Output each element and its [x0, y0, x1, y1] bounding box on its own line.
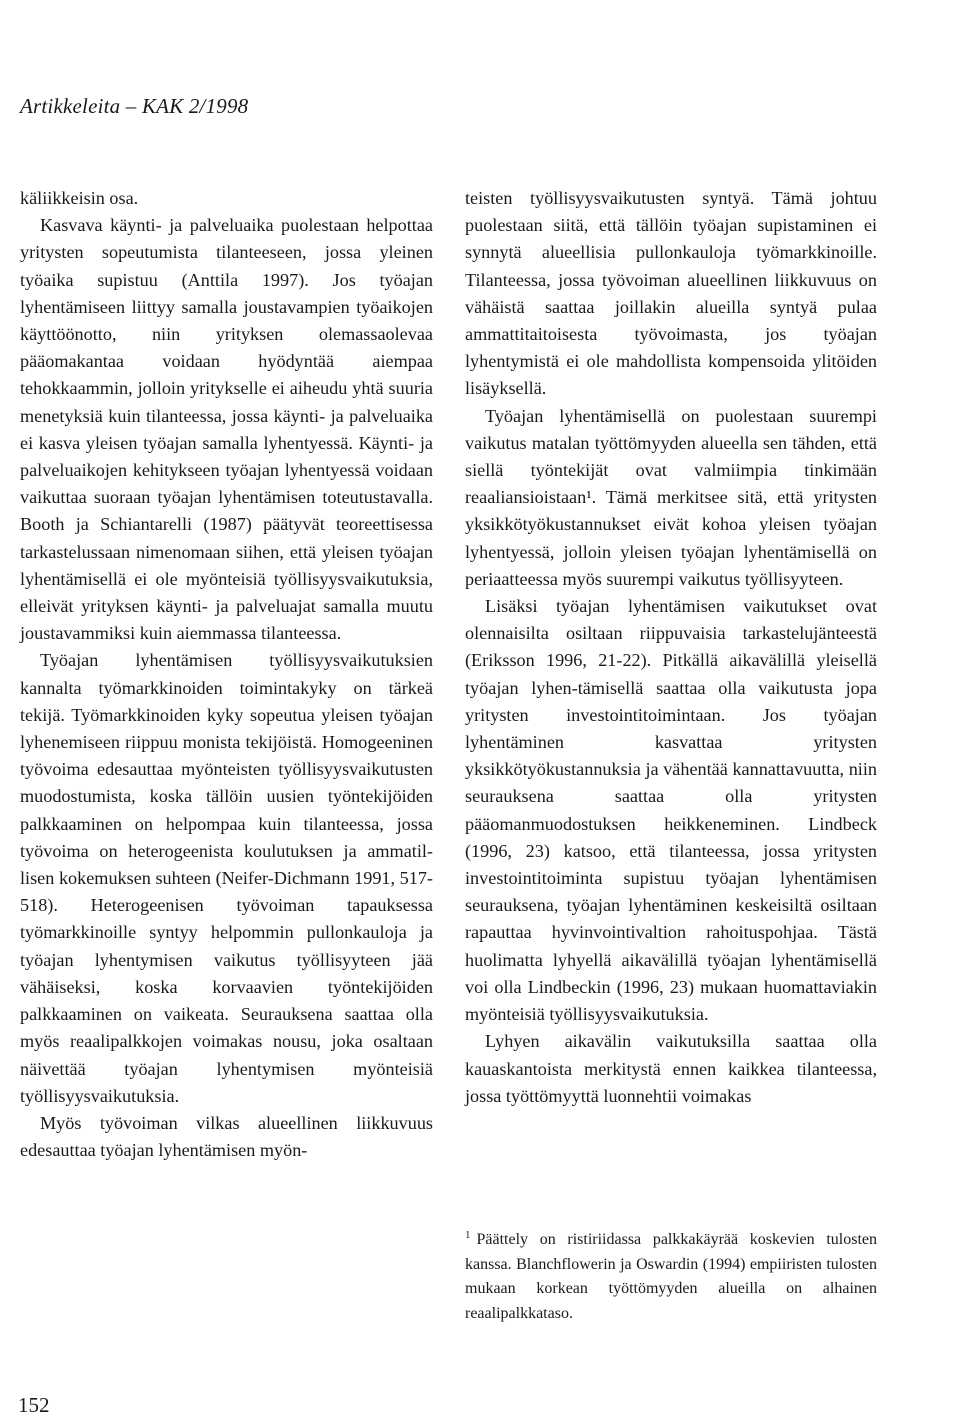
left-paragraph-1: käliikkeisin osa.: [20, 188, 139, 208]
footnote: [465, 1223, 877, 1326]
left-paragraph-4: Myös työvoiman vilkas alueellinen liikkuvuus edesauttaa työajan lyhentämisen myön-: [20, 1112, 433, 1161]
left-paragraph-3: Työajan lyhentämisen työllisyysvaikutuksien kannalta työmarkkinoiden toimintakyky on tärkeä tekijä. Työmarkkinoiden kyky sopeutua yleisen työajan lyhenemiseen riippuu monista tekijöistä. Homogeeninen työvoima edesauttaa myönteisten työllisyysvaikutusten muodostumista, koska tällöin uusien työntekijöiden palkkaaminen on helpompaa kuin tilanteessa, jossa työvoima on heterogeenista koulutuksen ja ammatil-lisen kokemuksen suhteen (Neifer-Dichmann 1991, 517-518). Heterogeenisen työvoiman tapauksessa työmarkkinoille syntyy helpommin pullonkauloja ja työajan lyhentymisen vaikutus työllisyyteen jää vähäiseksi, koska korvaavien työntekijöiden palkkaaminen on vaikeata. Seurauksena saattaa olla myös reaalipalkkojen voimakas nousu, joka osaltaan näivettää työajan lyhentymisen myönteisiä työllisyysvaikutuksia.: [20, 650, 433, 1106]
footnote-text: Päättely on ristiriidassa palkkakäyrää koskevien tulosten kanssa. Blanchflowerin ja Oswardin (1994) empiiristen tulosten mukaan korkean työttömyyden alueilla on alhainen reaalipalkkataso.: [465, 1231, 877, 1322]
right-paragraph-3: Lisäksi työajan lyhentämisen vaikutukset ovat olennaisilta osiltaan riippuvaisia tarkastelujänteestä (Eriksson 1996, 21-22). Pitkällä aikavälillä yleisellä työajan lyhen-tämisellä saattaa olla vaikutusta jopa yritysten investointitoimintaan. Jos työajan lyhentäminen kasvattaa yritysten yksikkötyökustannuksia ja vähentää kannattavuutta, niin seurauksena saattaa olla yritysten pääomanmuodostuksen heikkeneminen. Lindbeck (1996, 23) katsoo, että tilanteessa, jossa yritysten investointitoiminta supistuu työajan lyhentämisen seurauksena, työajan lyhentäminen keskeisiltä osiltaan rapauttaa hyvinvointivaltion rahoituspohjaa. Tästä huolimatta lyhyellä aikavälillä työajan lyhentämisellä voi olla Lindbeckin (1996, 23) mukaan huomattaviakin myönteisiä työllisyysvaikutuksia.: [465, 596, 877, 1025]
running-header: Artikkeleita – KAK 2/1998: [20, 94, 249, 118]
right-column: [465, 185, 877, 1110]
page-number: 152: [18, 1393, 50, 1417]
right-paragraph-2: Työajan lyhentämisellä on puolestaan suurempi vaikutus matalan työttömyyden alueella sen tähden, että siellä työntekijät ovat valmiimpia tinkimään reaaliansioistaan¹. Tämä merkitsee sitä, että yritysten yksikkötyökustannukset eivät kohoa yleisen työajan lyhentyessä, jolloin yleisen työajan lyhentämisellä on periaatteessa myös suurempi vaikutus työllisyyteen.: [465, 405, 877, 589]
left-paragraph-2: Kasvava käynti- ja palveluaika puolestaan helpottaa yritysten sopeutumista tilanteeseen, jossa yleinen työaika supistuu (Anttila 1997). Jos työajan lyhentämiseen liittyy samalla joustavampien työaikojen käyttöönotto, niin yrityksen olemassaolevaa pääomakantaa voidaan hyödyntää aiempaa tehokkaammin, jolloin yritykselle ei aiheudu yhtä suuria menetyksiä kuin tilanteessa, jossa käynti- ja palveluaika ei kasva yleisen työajan samalla lyhentyessä. Käynti- ja palveluaikojen kehitykseen työajan lyhentyessä voidaan vaikuttaa suoraan työajan lyhentämisen toteutustavalla. Booth ja Schiantarelli (1987) päätyvät teoreettisessa tarkastelussaan nimenomaan siihen, että yleisen työajan lyhentämisellä ei ole myönteisiä työllisyysvaikutuksia, elleivät yrityksen käynti- ja palveluajat samalla muutu joustavammiksi kuin aiemmassa tilanteessa.: [20, 215, 433, 644]
footnote-marker: 1: [465, 1229, 471, 1241]
left-column: [20, 185, 433, 1164]
right-paragraph-4: Lyhyen aikavälin vaikutuksilla saattaa olla kauaskantoista merkitystä ennen kaikkea tilanteessa, jossa työttömyyttä luonnehtii voimakas: [465, 1031, 877, 1106]
right-paragraph-1: teisten työllisyysvaikutusten syntyä. Tämä johtuu puolestaan siitä, että tällöin työajan supistaminen ei synnytä alueellisia pullonkauloja työmarkkinoille. Tilanteessa, jossa työvoiman alueellinen liikkuvuus on vähäistä saattaa joillakin alueilla syntyä pulaa ammattitaitoisesta työvoimasta, jos työajan lyhentymistä ei ole mahdollista kompensoida ylitöiden lisäyksellä.: [465, 188, 877, 399]
